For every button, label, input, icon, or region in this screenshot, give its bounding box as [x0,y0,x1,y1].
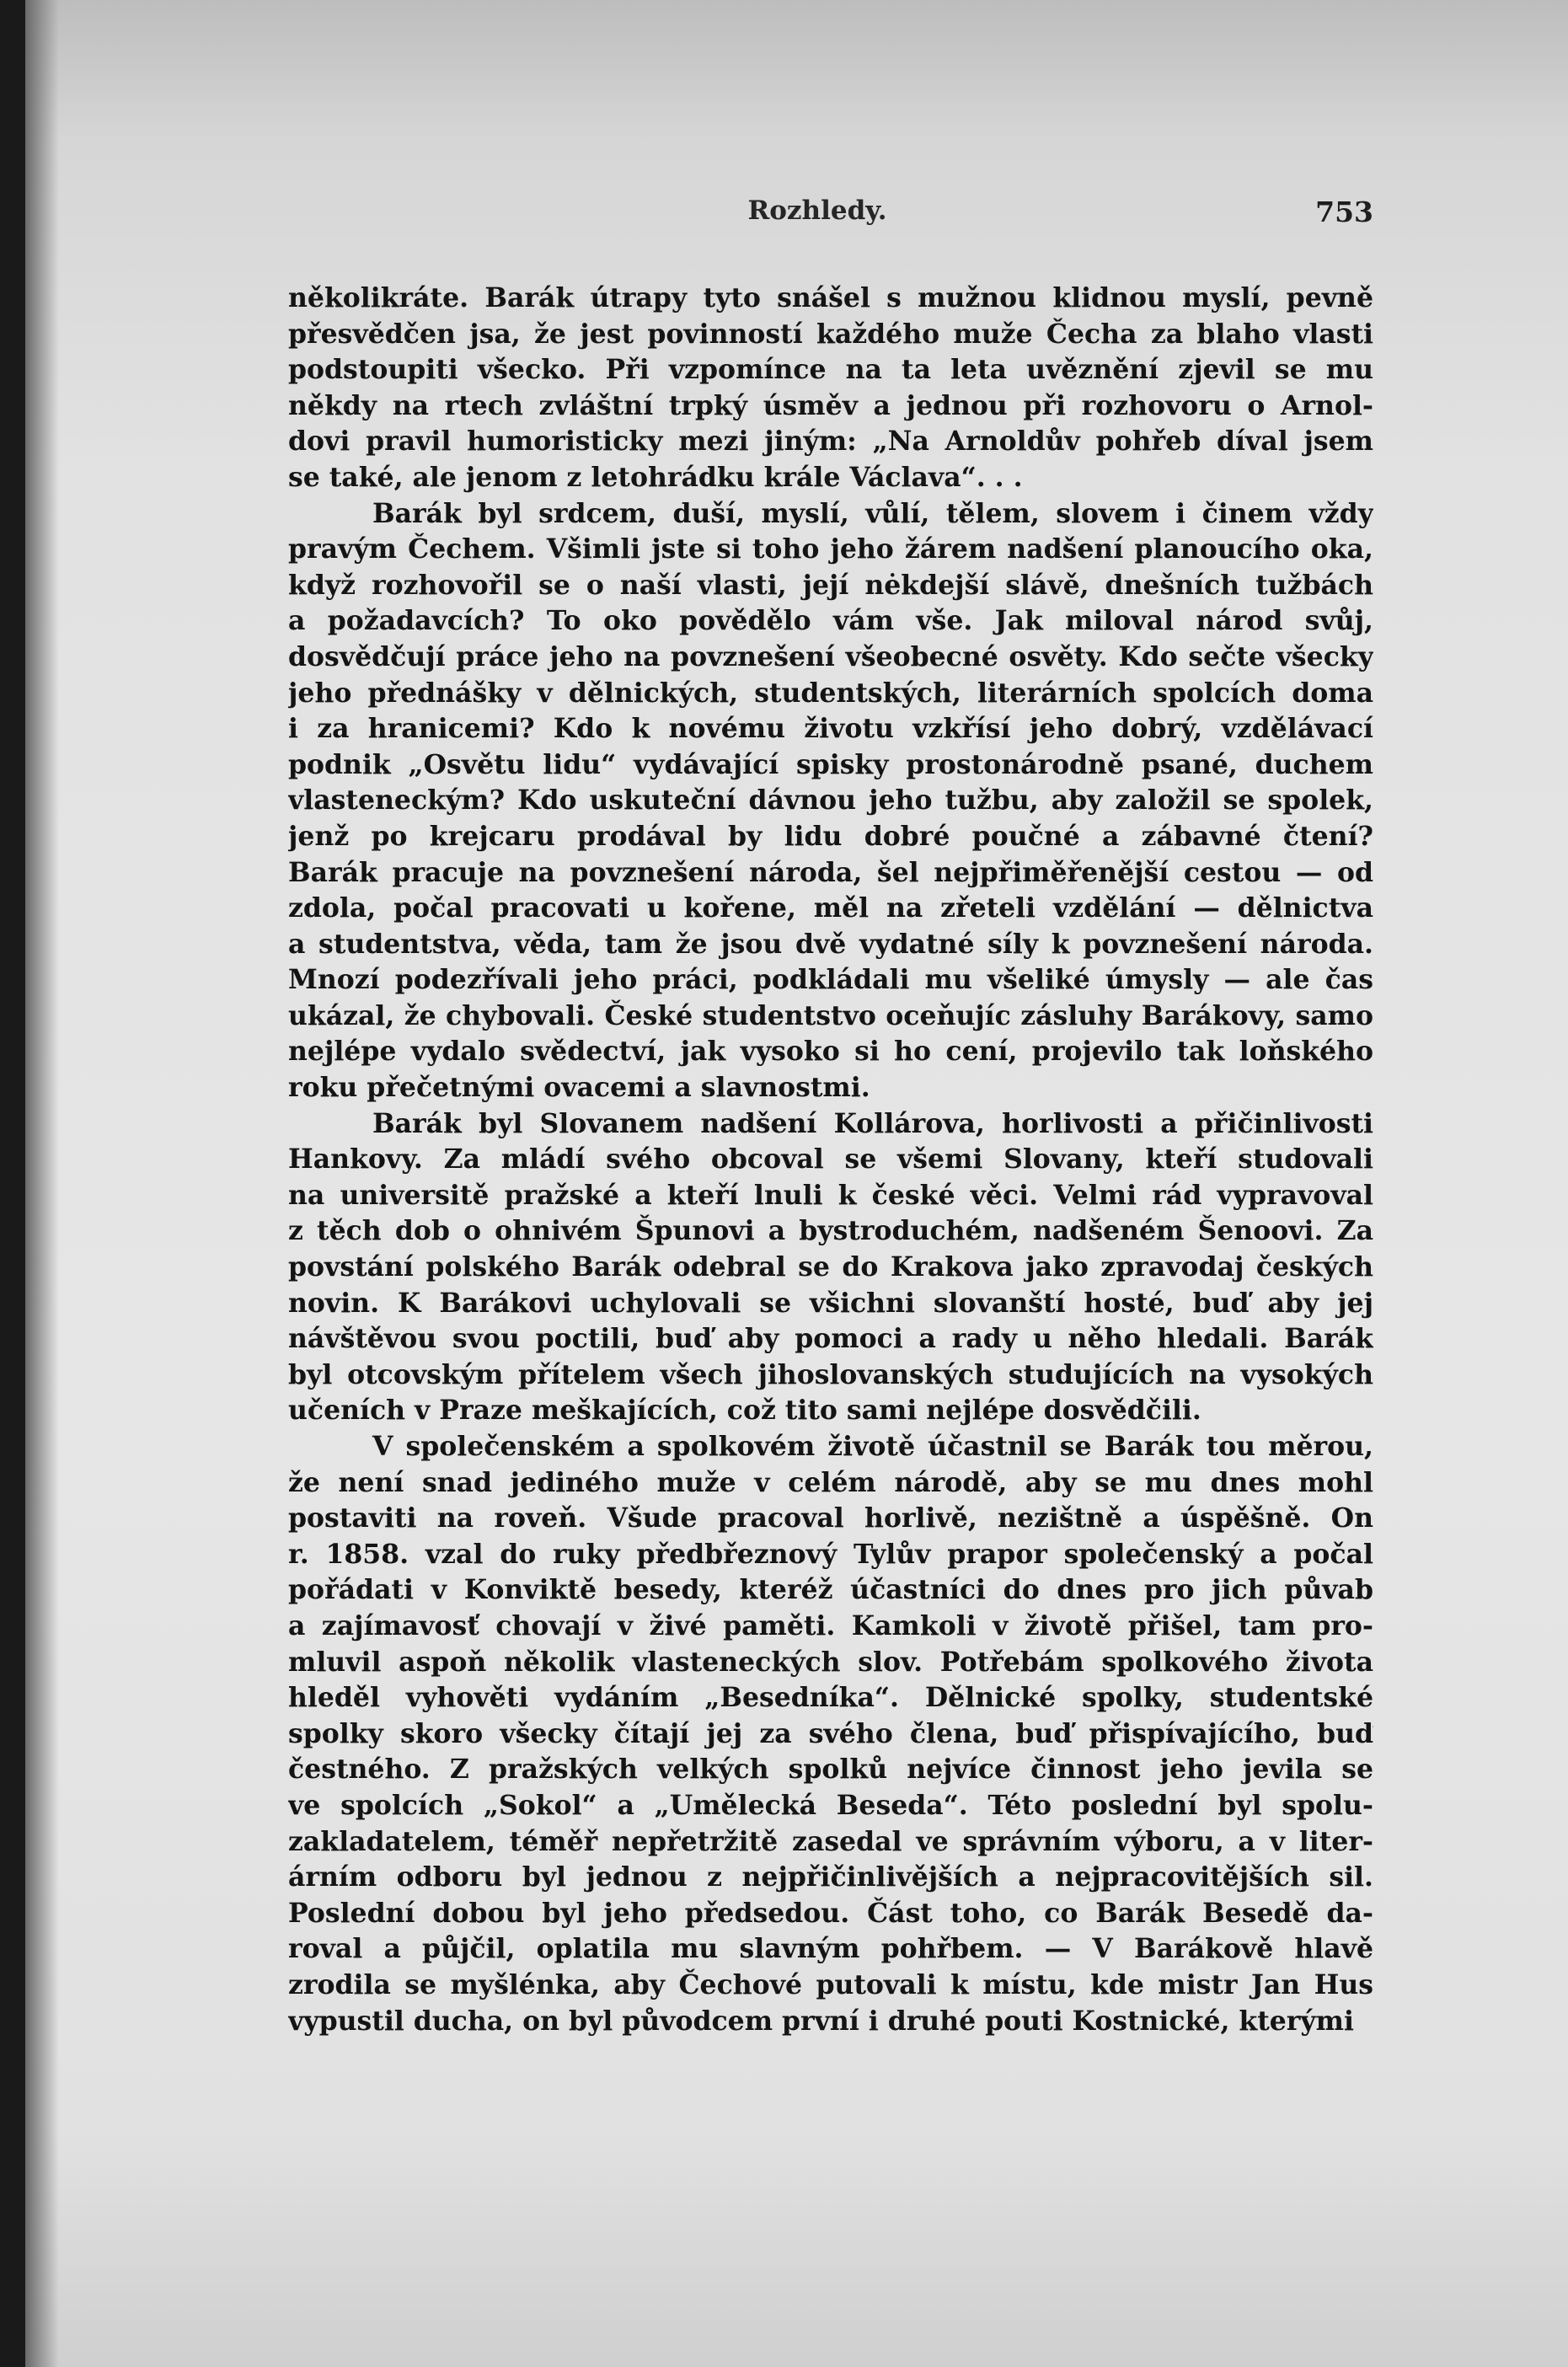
page-header [261,195,1373,238]
page-number: 753 [1315,195,1373,228]
text-line: árním odboru byl jednou z nejpřičinlivějších a nejpracovitějších sil. [288,1861,1373,1893]
text-line: návštěvou svou poctili, buď aby pomoci a rady u něho hledali. Barák [288,1323,1373,1355]
text-line: vlasteneckým? Kdo uskuteční dávnou jeho tužbu, aby založil se spolek, [288,785,1373,817]
text-line: podstoupiti všecko. Při vzpomínce na ta leta uvěznění zjevil se mu [288,354,1373,386]
text-line: novin. K Barákovi uchylovali se všichni slovanští hosté, buď aby jej [288,1287,1373,1319]
paragraph [288,1106,1373,1429]
text-line: někdy na rtech zvláštní trpký úsměv a jednou při rozhovoru o Arnol- [288,389,1373,421]
text-line: povstání polského Barák odebral se do Krakova jako zpravodaj českých [288,1251,1373,1283]
text-line: jeho přednášky v dělnických, studentských, literárních spolcích doma [288,677,1373,709]
text-line: a zajímavosť chovají v živé paměti. Kamkoli v životě přišel, tam pro- [288,1609,1373,1641]
text-line: V společenském a spolkovém životě účastnil se Barák tou měrou, [372,1431,1373,1462]
text-line: Mnozí podezřívali jeho práci, podkládali mu všeliké úmysly — ale čas [288,964,1373,996]
text-line: z těch dob o ohnivém Špunovi a bystroduchém, nadšeném Šenoovi. Za [288,1215,1373,1247]
text-line: učeních v Praze meškajících, což tito sami nejlépe dosvědčili. [288,1395,1201,1427]
text-line: ukázal, že chybovali. České studentstvo oceňujíc zásluhy Barákovy, samo [288,999,1373,1031]
text-line: na universitě pražské a kteří lnuli k české věci. Velmi rád vypravoval [288,1179,1373,1211]
text-line: pořádati v Konviktě besedy, kteréž účastníci do dnes pro jich půvab [288,1574,1373,1606]
text-line: zdola, počal pracovati u kořene, měl na zřeteli vzdělání — dělnictva [288,892,1373,924]
text-line: hleděl vyhověti vydáním „Besedníka“. Dělnické spolky, studentské [288,1682,1373,1714]
text-line: dovi pravil humoristicky mezi jiným: „Na Arnoldův pohřeb díval jsem [288,426,1373,458]
text-line: Barák pracuje na povznešení národa, šel nejpřiměřenější cestou — od [288,856,1373,888]
body-text [288,281,1373,2039]
text-line: zrodila se myšlénka, aby Čechové putovali k místu, kde mistr Jan Hus [288,1968,1373,2000]
scanned-page [25,0,1568,2367]
text-line: několikráte. Barák útrapy tyto snášel s mužnou klidnou myslí, pevně [288,282,1373,313]
text-line: se také, ale jenom z letohrádku krále Václava“. . . [288,461,1023,493]
text-line: zakladatelem, téměř nepřetržitě zasedal ve správním výboru, a v liter- [288,1825,1373,1857]
text-line: a studentstva, věda, tam že jsou dvě vydatné síly k povznešení národa. [288,928,1373,960]
text-line: r. 1858. vzal do ruky předbřeznový Tylův prapor společenský a počal [288,1538,1373,1570]
text-line: roku přečetnými ovacemi a slavnostmi. [288,1072,870,1104]
text-line: Hankovy. Za mládí svého obcoval se všemi Slovany, kteří studovali [288,1143,1373,1175]
text-line: Barák byl Slovanem nadšení Kollárova, horlivosti a přičinlivosti [372,1107,1373,1139]
text-line: jenž po krejcaru prodával by lidu dobré poučné a zábavné čtení? [288,820,1373,852]
text-line: postaviti na roveň. Všude pracoval horlivě, nezištně a úspěšně. On [288,1502,1373,1534]
text-line: když rozhovořil se o naší vlasti, její nėkdejší slávě, dnešních tužbách [288,569,1373,601]
text-line: byl otcovským přítelem všech jihoslovanských studujících na vysokých [288,1358,1373,1390]
text-line: vypustil ducha, on byl původcem první i druhé pouti Kostnické, kterými [288,2005,1354,2037]
text-line: i za hranicemi? Kdo k novému životu vzkřísí jeho dobrý, vzdělávací [288,713,1373,745]
text-line: mluvil aspoň několik vlasteneckých slov. Potřebám spolkového života [288,1646,1373,1678]
text-line: Barák byl srdcem, duší, myslí, vůlí, tělem, slovem i činem vždy [372,497,1373,529]
text-line: pravým Čechem. Všimli jste si toho jeho žárem nadšení planoucího oka, [288,533,1373,565]
paragraph [288,281,1373,496]
text-line: a požadavcích? To oko povědělo vám vše. Jak miloval národ svůj, [288,605,1373,637]
text-line: Poslední dobou byl jeho předsedou. Část toho, co Barák Besedě da- [288,1897,1373,1929]
text-line: nejlépe vydalo svědectví, jak vysoko si ho cení, projevilo tak loňského [288,1036,1373,1068]
text-line: ve spolcích „Sokol“ a „Umělecká Beseda“. Této poslední byl spolu- [288,1789,1373,1821]
running-title: Rozhledy. [747,195,887,226]
text-line: přesvědčen jsa, že jest povinností každého muže Čecha za blaho vlasti [288,318,1373,350]
text-line: že není snad jediného muže v celém národě, aby se mu dnes mohl [288,1466,1373,1498]
text-line: dosvědčují práce jeho na povznešení všeobecné osvěty. Kdo sečte všecky [288,640,1373,672]
text-line: roval a půjčil, oplatila mu slavným pohřbem. — V Barákově hlavě [288,1933,1373,1965]
paragraph [288,1429,1373,2039]
text-line: čestného. Z pražských velkých spolků nejvíce činnost jeho jevila se [288,1754,1373,1786]
paragraph [288,496,1373,1106]
text-line: spolky skoro všecky čítají jej za svého člena, buď přispívajícího, buď [288,1717,1373,1749]
text-line: podnik „Osvětu lidu“ vydávající spisky prostonárodně psané, duchem [288,748,1373,780]
